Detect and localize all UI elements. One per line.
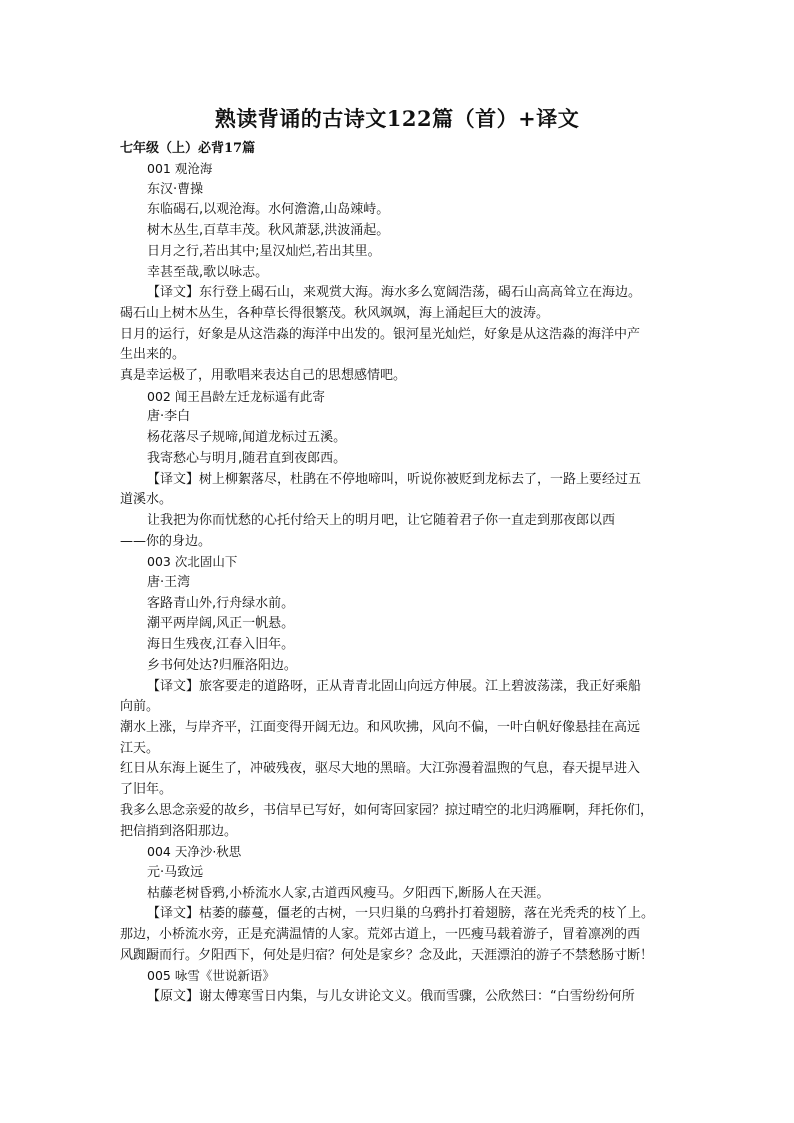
text-line: 那边，小桥流水旁，正是充满温情的人家。荒郊古道上，一匹瘦马载着游子，冒着凛冽的西 — [120, 927, 641, 943]
text-line: 我多么思念亲爱的故乡，书信早已写好，如何寄回家园？掠过晴空的北归鸿雁啊，拜托你们， — [120, 802, 654, 818]
text-line: 道溪水。 — [120, 492, 173, 508]
text-line: 海日生残夜,江春入旧年。 — [147, 637, 295, 653]
poem-title: 003 次北固山下 — [147, 554, 238, 570]
text-line: 客路青山外,行舟绿水前。 — [147, 595, 295, 611]
text-line: 把信捎到洛阳那边。 — [120, 823, 238, 839]
text-line: 我寄愁心与明月,随君直到夜郎西。 — [147, 450, 347, 466]
text-line: 幸甚至哉,歌以咏志。 — [147, 264, 269, 280]
text-line: 潮平两岸阔,风正一帆悬。 — [147, 616, 295, 632]
section-heading: 七年级（上）必背17篇 — [120, 141, 256, 156]
poem-title: 002 闻王昌龄左迁龙标遥有此寄 — [147, 388, 325, 404]
text-line: 杨花落尽子规啼,闻道龙标过五溪。 — [147, 430, 347, 446]
text-line: 红日从东海上诞生了，冲破残夜，驱尽大地的黑暗。大江弥漫着温煦的气息，春天提早进入 — [120, 761, 641, 777]
poem-title: 004 天净沙·秋思 — [147, 844, 242, 860]
text-line: 潮水上涨，与岸齐平，江面变得开阔无边。和风吹拂，风向不偏，一叶白帆好像悬挂在高远 — [120, 719, 641, 735]
text-line: 东汉·曹操 — [147, 181, 204, 197]
text-line: 唐·李白 — [147, 409, 191, 425]
text-line: 了旧年。 — [120, 782, 173, 798]
text-line: 东临碣石,以观沧海。水何澹澹,山岛竦峙。 — [147, 202, 390, 218]
text-line: 向前。 — [120, 699, 160, 715]
text-line: 【译文】枯萎的藤蔓，僵老的古树，一只归巢的乌鸦扑打着翅膀，落在光秃秃的枝丫上。 — [147, 906, 655, 922]
text-line: 树木丛生,百草丰茂。秋风萧瑟,洪波涌起。 — [147, 223, 390, 239]
text-line: 真是幸运极了，用歌唱来表达自己的思想感情吧。 — [120, 368, 407, 384]
text-line: 风踟蹰而行。夕阳西下，何处是归宿？何处是家乡？念及此，天涯漂泊的游子不禁愁肠寸断！ — [120, 947, 654, 963]
text-line: 碣石山上树木丛生，各种草长得很繁茂。秋风飒飒，海上涌起巨大的波涛。 — [120, 305, 550, 321]
text-line: 日月的运行，好象是从这浩淼的海洋中出发的。银河星光灿烂，好象是从这浩淼的海洋中产 — [120, 326, 641, 342]
text-line: 【译文】树上柳絮落尽，杜鹃在不停地啼叫，听说你被贬到龙标去了，一路上要经过五 — [147, 471, 642, 487]
text-line: 【原文】谢太傅寒雪日内集，与儿女讲论文义。俄而雪骤，公欣然曰：“白雪纷纷何所 — [147, 989, 635, 1005]
text-line: 乡书何处达?归雁洛阳边。 — [147, 657, 297, 673]
text-line: 【译文】东行登上碣石山，来观赏大海。海水多么宽阔浩荡，碣石山高高耸立在海边。 — [147, 285, 642, 301]
text-line: 元·马致远 — [147, 864, 204, 880]
text-line: 让我把为你而忧愁的心托付给天上的明月吧，让它随着君子你一直走到那夜郎以西 — [147, 512, 616, 528]
document-title: 熟读背诵的古诗文122篇（首）+译文 — [214, 106, 580, 131]
text-line: 【译文】旅客要走的道路呀，正从青青北固山向远方伸展。江上碧波荡漾，我正好乘船 — [147, 678, 642, 694]
poem-title: 005 咏雪《世说新语》 — [147, 968, 275, 984]
text-line: 江天。 — [120, 740, 160, 756]
poem-title: 001 观沧海 — [147, 161, 213, 176]
text-line: 生出来的。 — [120, 347, 186, 363]
text-line: 日月之行,若出其中;星汉灿烂,若出其里。 — [147, 243, 381, 259]
document-body — [120, 159, 680, 1008]
text-line: ——你的身边。 — [120, 533, 212, 549]
text-line: 唐·王湾 — [147, 575, 191, 591]
text-line: 枯藤老树昏鸦,小桥流水人家,古道西风瘦马。夕阳西下,断肠人在天涯。 — [147, 885, 550, 901]
